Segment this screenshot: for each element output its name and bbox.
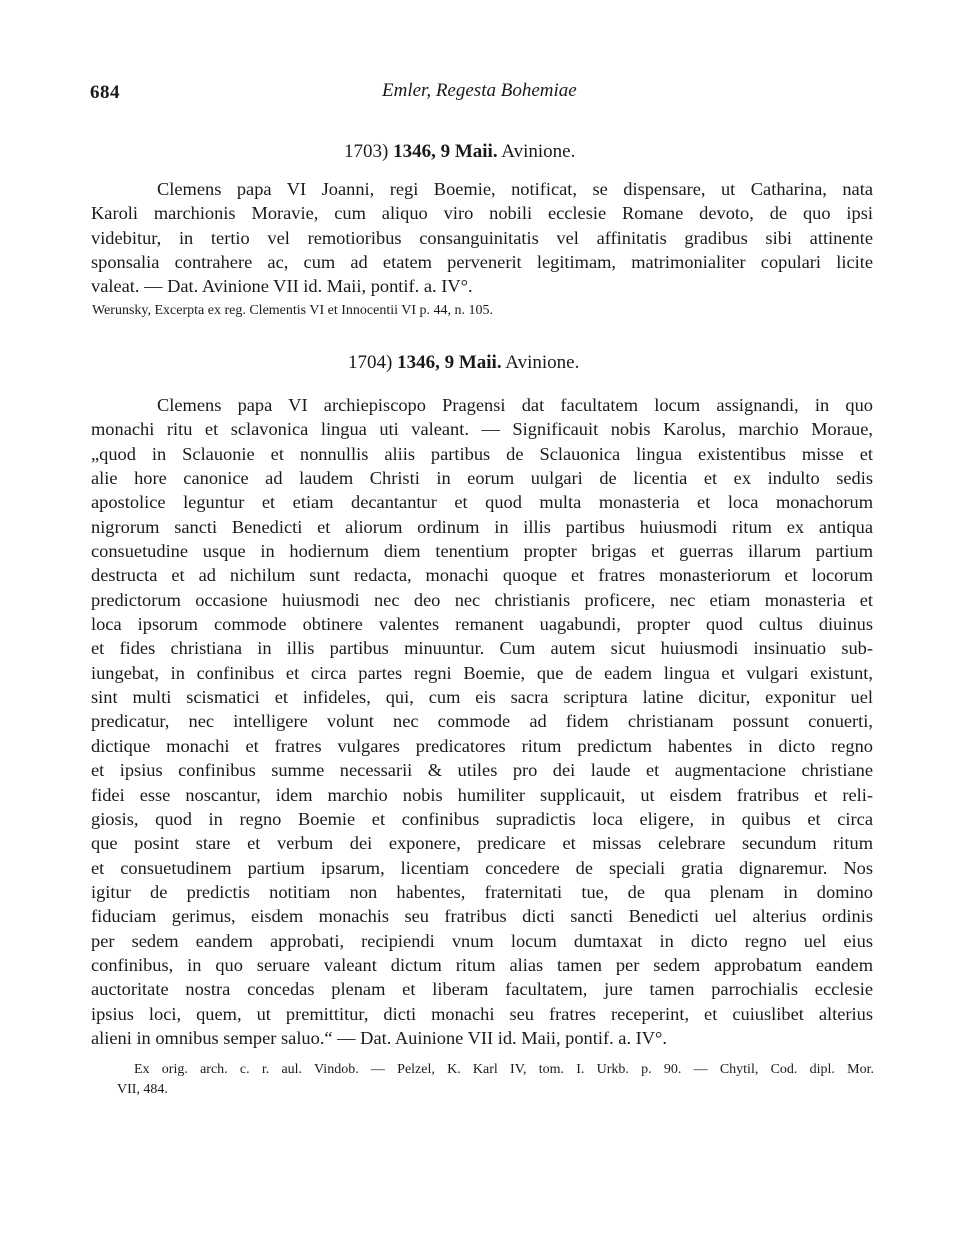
- text-line: per sedem eandem approbati, recipiendi vnum locum dumtaxat in dicto regno uel eius: [91, 930, 873, 951]
- text-line: nigrorum sancti Benedicti et aliorum ordinum in illis partibus huiusmodi ritum ex antiqua: [91, 516, 873, 537]
- citation: [117, 1060, 874, 1100]
- text-line: iungebat, in confinibus et circa partes regni Boemie, que de eadem lingua et vulgari existunt,: [91, 662, 873, 683]
- citation-line: VII, 484.: [117, 1082, 168, 1097]
- citation-line: Ex orig. arch. c. r. aul. Vindob. — Pelzel, K. Karl IV, tom. I. Urkb. p. 90. — Chytil, Cod. dipl. Mor.: [134, 1062, 874, 1077]
- text-line: fidei esse noscantur, idem marchio nobis humiliter supplicauit, ut eisdem fratribus et reli-: [91, 784, 873, 805]
- text-line: predicatur, nec intelligere volunt nec commode ad fidem christianam possunt conuerti,: [91, 711, 873, 732]
- entry-date: 1346, 9 Maii.: [397, 352, 502, 373]
- entry-heading: [348, 352, 579, 374]
- entry-heading: [344, 141, 575, 163]
- page-number: 684: [90, 82, 120, 103]
- text-line: alie hore canonice ad laudem Christi in eorum uulgari de licentia et ex indulto sedis: [91, 468, 873, 489]
- text-line: et ipsius confinibus summe necessarii & utiles pro dei laude et augmentacione christiane: [91, 760, 873, 781]
- entry-date: 1346, 9 Maii.: [393, 141, 498, 162]
- text-line: et consuetudinem partium ipsarum, licentiam concedere de speciali gratia dignaremur. Nos: [91, 857, 873, 878]
- entry-place: Avinione.: [505, 352, 580, 373]
- text-line: Clemens papa VI archiepiscopo Pragensi dat facultatem locum assignandi, in quo: [157, 395, 873, 415]
- text-line: videbitur, in tertio vel remotioribus consanguinitatis vel affinitatis gradibus sibi attinente: [91, 227, 873, 248]
- text-line: fiduciam gerimus, eisdem monachis seu fratribus dicti sancti Benedicti uel alterius ordinis: [91, 906, 873, 927]
- entry-number: 1704): [348, 352, 393, 373]
- entry-place: Avinione.: [501, 141, 576, 162]
- text-line: igitur de predictis notitiam non habentes, fraternitati tue, de qua plenam in domino: [91, 881, 873, 902]
- text-line: et fides christiana in illis partibus minuuntur. Cum autem sicut huiusmodi insinuatio sub-: [91, 638, 873, 659]
- text-line: loca ipsorum commode obtinere valentes remanent uagabundi, propter quod cultus diuinus: [91, 614, 873, 635]
- text-line: predictorum occasione huiusmodi nec deo nec christianis proficere, nec etiam monasteria et: [91, 589, 873, 610]
- text-line: valeat. — Dat. Avinione VII id. Maii, pontif. a. IV°.: [91, 276, 473, 297]
- text-line: apostolice leguntur et etiam decantantur et quod multa monasteria et loca monachorum: [91, 492, 873, 513]
- text-line: „quod in Sclauonie et nonnullis aliis partibus de Sclauonica lingua existentibus misse et: [91, 443, 873, 464]
- text-line: sponsalia contrahere ac, cum ad etatem pervenerit legitimam, matrimonialiter copulari licite: [91, 252, 873, 273]
- text-line: sint multi scismatici et infideles, qui, cum eis sacra scriptura latine dicitur, exponitur uel: [91, 687, 873, 708]
- text-line: que posint stare et verbum dei exponere, predicare et missas celebrare secundum ritum: [91, 833, 873, 854]
- text-line: Clemens papa VI Joanni, regi Boemie, notificat, se dispensare, ut Catharina, nata: [157, 179, 873, 199]
- running-head: Emler, Regesta Bohemiae: [382, 80, 577, 101]
- text-line: Karoli marchionis Moravie, cum aliquo viro nobili ecclesie Romane devoto, de quo ipsi: [91, 203, 873, 224]
- text-line: giosis, quod in regno Boemie et confinibus supradictis loca eligere, in quibus et circa: [91, 808, 873, 829]
- text-line: alieni in omnibus semper saluo.“ — Dat. Auinione VII id. Maii, pontif. a. IV°.: [91, 1027, 668, 1048]
- text-line: destructa et ad nichilum sunt redacta, monachi quoque et fratres monasteriorum et locorum: [91, 565, 873, 586]
- citation: Werunsky, Excerpta ex reg. Clementis VI et Innocentii VI p. 44, n. 105.: [92, 303, 494, 318]
- text-line: consuetudine usque in hodiernum diem tenentium propter brigas et guerras illarum partium: [91, 541, 873, 562]
- entry-text: [91, 393, 873, 1050]
- text-line: auctoritate nostra concedas plenam et liberam facultatem, jure tamen parrochialis ecclesie: [91, 979, 873, 1000]
- entry-text: [91, 177, 873, 299]
- text-line: dictique monachi et fratres vulgares predicatores ritum predictum habentes in dicto regno: [91, 735, 873, 756]
- text-line: ipsius loci, quem, ut premittitur, dicti monachi seu fratres receperint, et cuiuslibet alterius: [91, 1003, 873, 1024]
- text-line: monachi ritu et sclavonica lingua uti valeant. — Significauit nobis Karolus, marchio Moraue,: [91, 419, 873, 440]
- entry-number: 1703): [344, 141, 389, 162]
- text-line: confinibus, in quo seruare valeant dictum ritum alias tamen per sedem approbatum eandem: [91, 954, 873, 975]
